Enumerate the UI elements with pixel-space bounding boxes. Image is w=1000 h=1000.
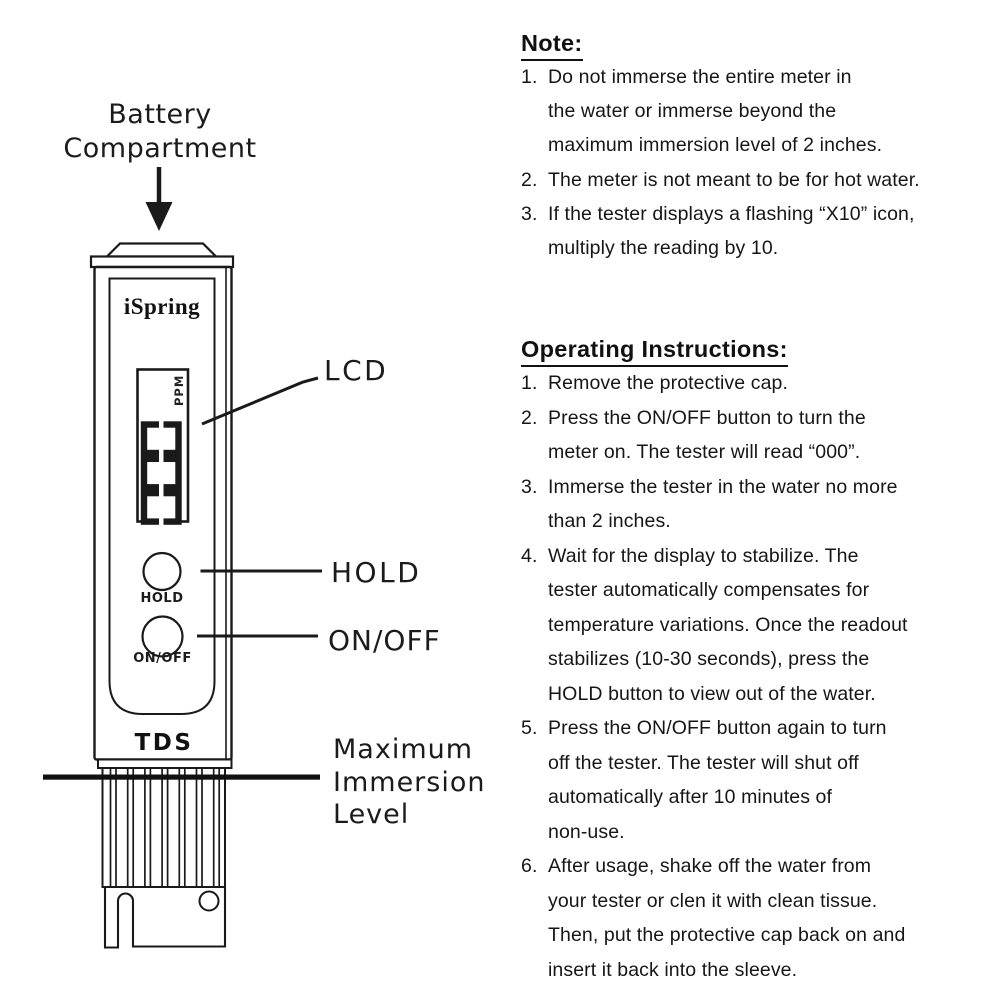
note-item: 1. Do not immerse the entire meter in the water or immerse beyond the maximum immersion level of 2 inches.	[521, 66, 883, 157]
instruction-item: 3. Immerse the tester in the water no more than 2 inches.	[521, 475, 898, 532]
brand-label: iSpring	[123, 294, 201, 319]
immersion-level-line	[43, 775, 320, 780]
hold-callout-label: HOLD	[331, 556, 422, 589]
on-off-button-label: ON/OFF	[133, 651, 192, 666]
tds-model-label: TDS	[134, 730, 194, 756]
operating-instructions-heading: Operating Instructions:	[521, 336, 788, 367]
battery-compartment-label: Battery Compartment	[63, 99, 257, 164]
instruction-item: 4. Wait for the display to stabilize. The tester automatically compensates for temperature variations. Once the readout stabilizes (10-30 seconds), press the HOLD button to view out of the water.	[521, 544, 908, 705]
on-off-callout-label: ON/OFF	[328, 624, 441, 657]
hold-button-label: HOLD	[140, 591, 184, 606]
instruction-item: 2. Press the ON/OFF button to turn the meter on. The tester will read “000”.	[521, 406, 866, 463]
operating-instructions-list	[521, 366, 908, 987]
instruction-item: 5. Press the ON/OFF button again to turn off the tester. The tester will shut off automatically after 10 minutes of non-use.	[521, 717, 887, 843]
note-item: 3. If the tester displays a flashing “X10” icon, multiply the reading by 10.	[521, 202, 915, 260]
note-heading: Note:	[521, 30, 583, 61]
instruction-item: 6. After usage, shake off the water from your tester or clen it with clean tissue. Then, put the protective cap back on and insert it back into the sleeve.	[521, 855, 906, 981]
device-top-cap	[107, 244, 216, 257]
lcd-callout-label: LCD	[324, 354, 389, 387]
probe-ribbed-section	[103, 768, 226, 887]
probe-hole	[200, 892, 219, 911]
note-item: 2. The meter is not meant to be for hot water.	[521, 168, 920, 191]
instruction-item: 1. Remove the protective cap.	[521, 372, 788, 394]
immersion-level-callout-label: Maximum Immersion Level	[333, 734, 486, 830]
device-bottom-band	[98, 760, 232, 769]
hold-button	[144, 553, 181, 590]
battery-arrow-head	[146, 202, 173, 231]
lcd-unit-label: PPM	[172, 374, 186, 406]
note-list	[521, 60, 920, 265]
device-top-band	[91, 257, 233, 268]
